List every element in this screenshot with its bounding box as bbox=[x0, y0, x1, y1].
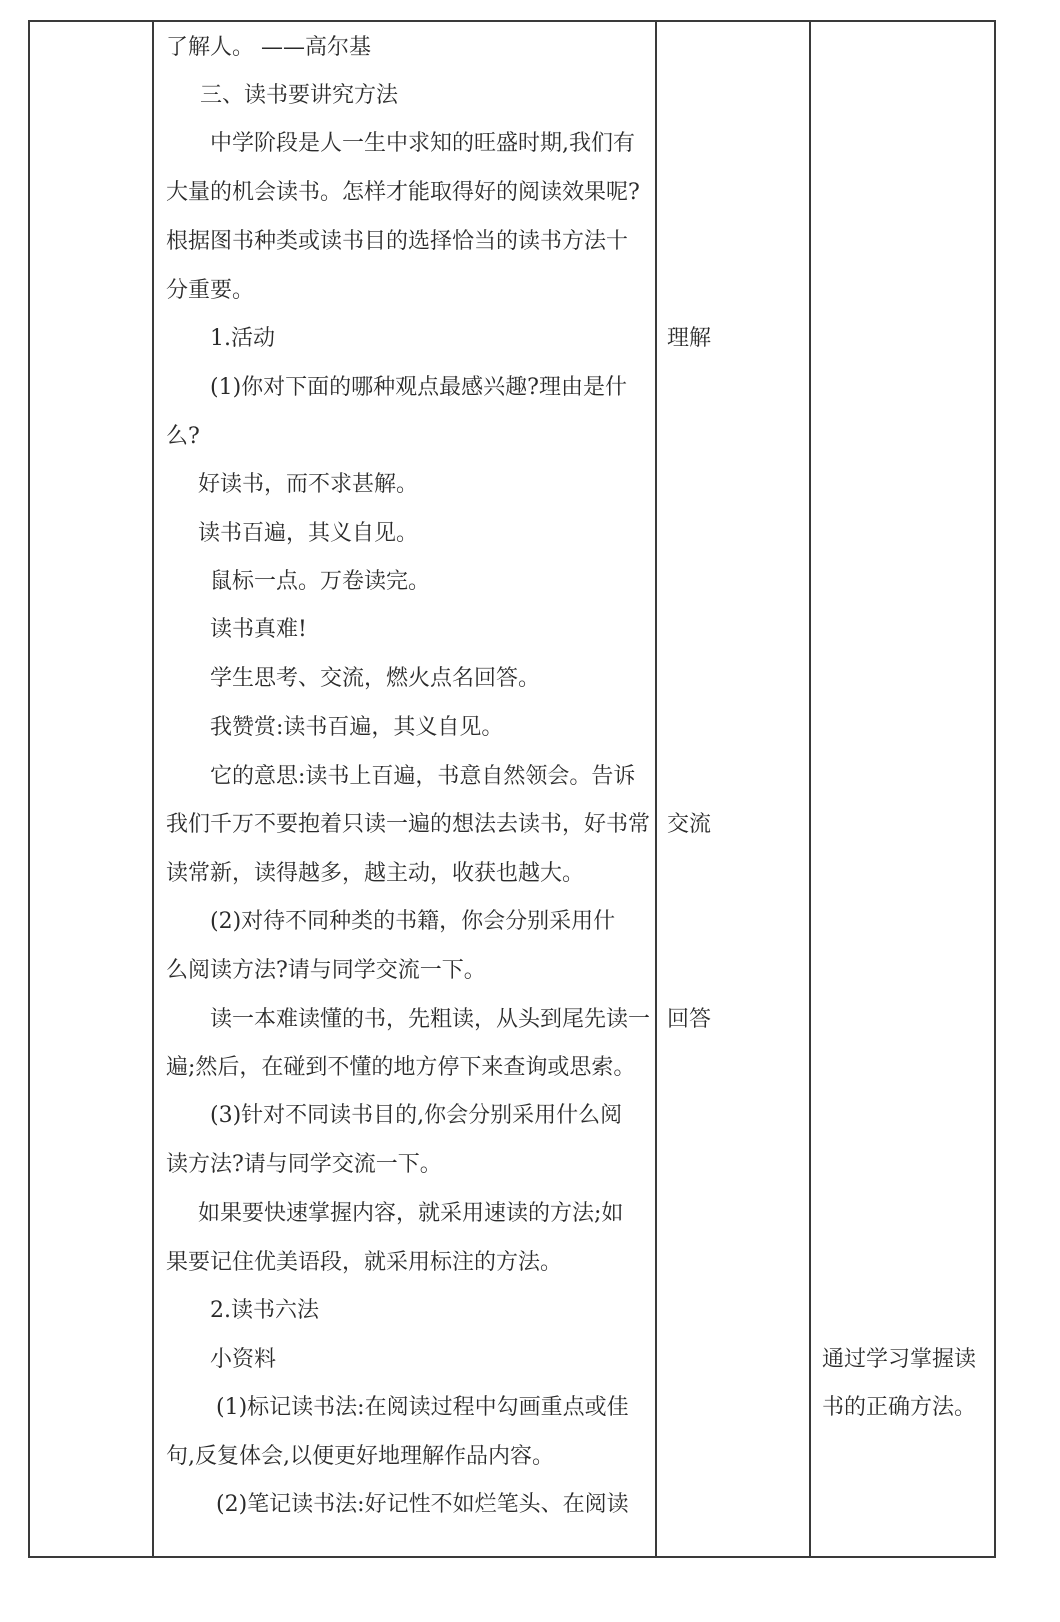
text-line: 么? bbox=[166, 424, 200, 449]
quote-line: 好读书，而不求甚解。 bbox=[198, 472, 419, 497]
text-line: 读方法?请与同学交流一下。 bbox=[166, 1152, 442, 1177]
text-line: 中学阶段是人一生中求知的旺盛时期,我们有 bbox=[210, 131, 635, 156]
text-line: 大量的机会读书。怎样才能取得好的阅读效果呢? bbox=[166, 180, 640, 205]
text-line: (1)标记读书法:在阅读过程中勾画重点或佳 bbox=[216, 1395, 629, 1420]
text-line: 果要记住优美语段，就采用标注的方法。 bbox=[166, 1250, 563, 1275]
intent-line: 书的正确方法。 bbox=[822, 1395, 977, 1420]
text-line: 遍;然后，在碰到不懂的地方停下来查询或思索。 bbox=[166, 1055, 636, 1080]
section-heading: 三、读书要讲究方法 bbox=[200, 83, 399, 108]
intent-line: 通过学习掌握读 bbox=[822, 1347, 977, 1372]
column-divider bbox=[809, 20, 811, 1558]
quote-line: 读书真难! bbox=[210, 617, 307, 642]
text-line: 根据图书种类或读书目的选择恰当的读书方法十 bbox=[166, 229, 629, 254]
quote-line: 读书百遍，其义自见。 bbox=[198, 521, 419, 546]
text-line: 么阅读方法?请与同学交流一下。 bbox=[166, 958, 486, 983]
text-line: 了解人。 ——高尔基 bbox=[166, 35, 371, 60]
subsection-heading: 1.活动 bbox=[210, 326, 275, 351]
text-line: (1)你对下面的哪种观点最感兴趣?理由是什 bbox=[210, 375, 627, 400]
text-line: 学生思考、交流，燃火点名回答。 bbox=[210, 666, 541, 691]
column-divider bbox=[655, 20, 657, 1558]
text-line: 它的意思:读书上百遍，书意自然领会。告诉 bbox=[210, 764, 636, 789]
column-divider bbox=[152, 20, 154, 1558]
text-line: 我们千万不要抱着只读一遍的想法去读书，好书常 bbox=[166, 812, 651, 837]
text-line: (3)针对不同读书目的,你会分别采用什么阅 bbox=[210, 1103, 623, 1128]
text-line: 如果要快速掌握内容，就采用速读的方法;如 bbox=[198, 1201, 624, 1226]
text-line: 小资料 bbox=[210, 1347, 277, 1372]
text-line: 读一本难读懂的书，先粗读，从头到尾先读一 bbox=[210, 1007, 651, 1032]
subsection-heading: 2.读书六法 bbox=[210, 1298, 319, 1323]
text-line: (2)笔记读书法:好记性不如烂笔头、在阅读 bbox=[216, 1492, 629, 1517]
activity-label: 理解 bbox=[667, 326, 712, 351]
text-line: 我赞赏:读书百遍，其义自见。 bbox=[210, 715, 504, 740]
text-line: 分重要。 bbox=[166, 278, 255, 303]
activity-label: 回答 bbox=[667, 1007, 712, 1032]
text-line: 句,反复体会,以便更好地理解作品内容。 bbox=[166, 1444, 554, 1469]
activity-label: 交流 bbox=[667, 812, 712, 837]
text-line: 读常新，读得越多，越主动，收获也越大。 bbox=[166, 861, 585, 886]
quote-line: 鼠标一点。万卷读完。 bbox=[210, 569, 431, 594]
text-line: (2)对待不同种类的书籍，你会分别采用什 bbox=[210, 909, 616, 934]
